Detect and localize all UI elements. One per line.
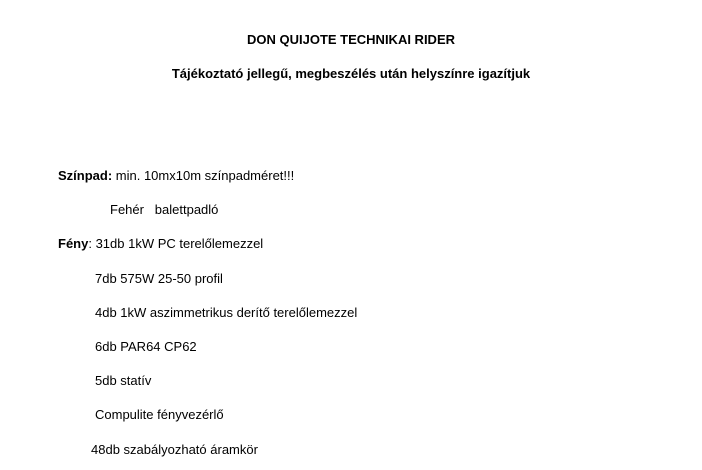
light-item-par64: 6db PAR64 CP62 — [95, 339, 197, 354]
light-item-circuits: 48db szabályozható áramkör — [91, 442, 258, 457]
document-subtitle: Tájékoztató jellegű, megbeszélés után helyszínre igazítjuk — [171, 66, 531, 81]
light-item-asymmetric: 4db 1kW aszimmetrikus derítő terelőlemezzel — [95, 305, 358, 320]
stage-floor: Fehér balettpadló — [110, 202, 219, 217]
light-item-stand: 5db statív — [95, 373, 152, 388]
stage-label: Színpad: — [58, 168, 113, 183]
stage-line — [58, 168, 294, 184]
light-label: Fény — [58, 236, 89, 251]
stage-value: min. 10mx10m színpadméret!!! — [112, 168, 295, 183]
light-line — [58, 236, 263, 252]
light-item-profile: 7db 575W 25-50 profil — [95, 271, 223, 286]
light-value: : 31db 1kW PC terelőlemezzel — [88, 236, 264, 251]
document-title: DON QUIJOTE TECHNIKAI RIDER — [246, 32, 455, 47]
light-item-console: Compulite fényvezérlő — [95, 407, 224, 422]
